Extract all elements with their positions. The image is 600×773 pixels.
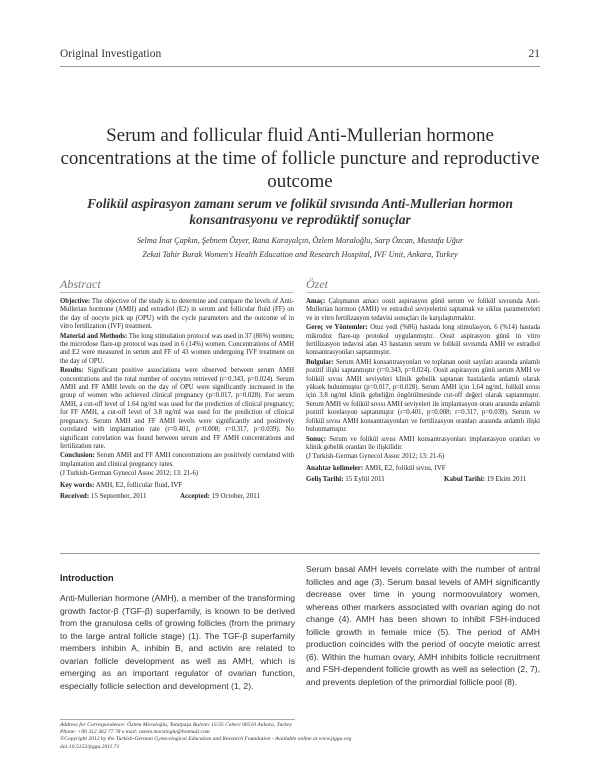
footer-doi: doi:10.5152/jtgga.2011.71 bbox=[60, 743, 120, 750]
anahtar-text: AMH, E2, folikül sıvısı, IVF bbox=[364, 463, 446, 472]
abstract-methods bbox=[60, 333, 294, 367]
introduction-right bbox=[306, 563, 540, 688]
correspondence-footer bbox=[60, 722, 352, 751]
footer-contact: Phone: +90 312 362 77 78 e.mail: ozlem.moraloglu@hotmail.com bbox=[60, 729, 210, 736]
ozet-body bbox=[306, 298, 540, 484]
methods-text: The long stimulation protocol was used in 37 (86%) women; the microdose flare-up protocol was used in 6 (14%) women. Concentrations of AMH and E2 were measured in serum and FF of 43 women undergoing IVF treatment on the day of OPU. bbox=[60, 332, 294, 365]
conclusion-label: Conclusion: bbox=[60, 452, 95, 460]
affiliation: Zekai Tahir Burak Women's Health Education and Research Hospital, IVF Unit, Ankara, Turkey bbox=[142, 250, 458, 259]
yontem-label: Gereç ve Yöntemler: bbox=[306, 324, 368, 332]
intro-left-text: Anti-Mullerian hormone (AMH), a member of the transforming growth factor-β (TGF-β) superfamily, is known to be derived from the granulosa cells of growing follicles (from the primary to the large antral follicle stage) (1). The TGF-β superfamily members inhibin A, inhibin B, and activin are related to ovarian follicle development as well as AMH, which is emerging as an important regulator of ovarian function, especially follicle selection and development (1, 2). bbox=[60, 593, 295, 691]
ozet-citation: (J Turkish-German Gynecol Assoc 2012; 13: 21-6) bbox=[306, 453, 445, 461]
sonuc-text: Serum ve folikül sıvısı AMH konsantrasyonları implantasyon oranları ve klinik gebelik oranları ile ilişkilidir. bbox=[306, 435, 540, 451]
article-subtitle: Folikül aspirasyon zamanı serum ve folikül sıvısında Anti-Mullerian hormon konsantrasyonu ve reprodüktif sonuçlar bbox=[87, 196, 513, 227]
accepted-label: Accepted: bbox=[180, 491, 210, 500]
keywords-text: AMH, E2, follicular fluid, IVF bbox=[95, 480, 183, 489]
abstract-results bbox=[60, 367, 294, 451]
received-label: Received: bbox=[60, 491, 90, 500]
amac-label: Amaç: bbox=[306, 298, 326, 305]
kabul-value: 19 Ekim 2011 bbox=[486, 475, 527, 484]
gelis-label: Geliş Tarihi: bbox=[306, 475, 344, 484]
results-text: Significant positive associations were observed between serum AMH concentrations and the total number of oocytes retrieved (r=0.343, p=0.024). Serum AMH and FF AMH levels on the day of OPU were significantly increased in the group of women who achieved clinical pregnancy (p=0.017, p=0.028). For serum AMH, a cut-off level of 1.64 ng/ml was used for the prediction of clinical pregnancy; for FF AMH, a cut-off level of 3.8 ng/ml was used for the prediction of clinical pregnancy. Serum AMH and FF AMH levels were significantly and positively correlated with implantation rate (r=0.401, p=0.008; r=0.317, p=0.039). No significant correlation was found between serum and FF AMH concentrations and fertilization rate. bbox=[60, 367, 295, 450]
abstract-dates bbox=[60, 492, 294, 501]
ozet-yontem bbox=[306, 324, 540, 358]
ozet-keywords bbox=[306, 464, 540, 472]
keywords-label: Key words: bbox=[60, 480, 95, 489]
sonuc-label: Sonuç: bbox=[306, 435, 327, 443]
introduction-left bbox=[60, 592, 295, 692]
ozet-dates bbox=[306, 475, 540, 484]
abstract-label: Abstract bbox=[60, 277, 101, 291]
anahtar-label: Anahtar kelimeler: bbox=[306, 463, 364, 472]
article-title: Serum and follicular fluid Anti-Mullerian hormone concentrations at the time of follicle puncture and reproductive outcome bbox=[60, 125, 540, 192]
header-rule bbox=[60, 66, 540, 67]
footer-address: Address for Correspondence: Özlem Moraloğlu, Talatpaşa Bulvarı 15/35 Cebeci 06510 Ankara, Turkey bbox=[60, 722, 292, 728]
running-header bbox=[60, 48, 540, 62]
conclusion-text: Serum AMH and FF AMH concentrations are positively correlated with implantation and clinical pregnancy rates. bbox=[60, 452, 295, 468]
accepted-value: 19 October, 2011 bbox=[211, 491, 260, 500]
bulgular-label: Bulgular: bbox=[306, 358, 334, 366]
abstract-objective bbox=[60, 298, 294, 332]
author-list: Selma İnat Çapkın, Şebnem Özyer, Rana Karayalçın, Özlem Moraloğlu, Sarp Özcan, Mustafa Uğur bbox=[136, 236, 464, 245]
accepted-date bbox=[180, 492, 260, 500]
intro-right-text: Serum basal AMH levels correlate with the number of antral follicles and age (3). Serum basal levels of AMH significantly decrease over time in young normoovulatory women, whereas other markers associated with ovarian aging do not change (4). AMH has been shown to inhibit FSH-induced follicle growth in female mice (5). The period of AMH production coincides with the period of oocyte meiotic arrest (6). Within the human ovary, AMH inhibits follicle recruitment and FSH-dependent follicle growth as well as selection (2, 7), and prevents depletion of the primordial follicle pool (8). bbox=[306, 564, 540, 687]
kabul-date bbox=[444, 475, 526, 483]
gelis-value: 15 Eylül 2011 bbox=[345, 475, 385, 484]
gelis-date bbox=[306, 475, 385, 483]
bulgular-text: Serum AMH konsantrasyonları ve toplanan oosit sayıları arasında anlamlı pozitif ilişki saptanmıştır (r=0.343, p=0.024). Oosit aspirasyon günü serum AMH ve folikül sıvısı AMH seviyeleri klinik gebelik saptanan hastalarda anlamlı olarak yüksek bulunmuştur (p=0.017, p=0.028). Serum AMH için 1.64 ng/ml, folikül sıvısı için 3.8 ng/ml klinik gebeliğin öngörülmesinde cut-off değeri olarak saptanmıştır. Serum AMH ve folikül sıvısı AMH seviyeleri ile implantasyon oranı arasında anlamlı pozitif korelasyon saptanmıştır (r=0.401, p=0.008; r=0.317, p=0.039). Serum ve folikül sıvısı AMH konsantrasyonları ve fertilizasyon oranları arasında anlamlı ilişki bulunmamıştır. bbox=[306, 358, 540, 434]
yontem-text: Otuz yedi (%86) hastada long stimulasyon, 6 (%14) hastada mikrodoz flare-up protokol uygulanmıştır. Oosit aspirasyon günü in vitro fertilizasyon tedavisi alan 43 hastanın serum ve folikül sıvısında AMH ve estradiol konsantrasyonları saptanmıştır. bbox=[306, 324, 541, 357]
abstract-body bbox=[60, 298, 294, 501]
page-number: 21 bbox=[528, 48, 540, 60]
abstract-conclusion bbox=[60, 452, 294, 469]
received-date bbox=[60, 492, 147, 500]
ozet-label: Özet bbox=[306, 277, 328, 291]
received-value: 15 September, 2011 bbox=[90, 491, 147, 500]
ozet-amac bbox=[306, 298, 540, 323]
ozet-rule bbox=[306, 292, 540, 293]
ozet-sonuc bbox=[306, 436, 540, 453]
objective-text: The objective of the study is to determine and compare the levels of Anti-Mullerian hormone (AMH) and estradiol (E2) in serum and follicular fluid (FF) on the day of oocyte pick up (OPU) with the cycle parameters and the outcome of in vitro fertilization (IVF) treatment. bbox=[60, 298, 294, 331]
methods-label: Material and Methods: bbox=[60, 332, 128, 340]
amac-text: Çalışmanın amacı oosit aspirasyon günü serum ve folikül sıvısında Anti-Mullerian hormon (AMH) ve estradiol seviyelerini saptamak ve siklus parametreleri ve in vitro fertilizasyon tedavisi sonuçları ile karşılaştırmaktır. bbox=[306, 298, 541, 322]
abstract-keywords bbox=[60, 481, 294, 489]
footnote-rule bbox=[60, 719, 295, 720]
body-rule bbox=[60, 553, 540, 554]
introduction-heading: Introduction bbox=[60, 573, 114, 583]
kabul-label: Kabul Tarihi: bbox=[444, 475, 486, 484]
section-label: Original Investigation bbox=[60, 48, 162, 60]
objective-label: Objective: bbox=[60, 298, 91, 305]
ozet-bulgular bbox=[306, 359, 540, 435]
results-label: Results: bbox=[60, 367, 84, 375]
footer-copyright: ©Copyright 2012 by the Turkish-German Gynecological Education and Research Foundation - Available online at www.jtgga.org bbox=[60, 736, 352, 743]
abstract-rule bbox=[60, 292, 294, 293]
abstract-citation: (J Turkish-German Gynecol Assoc 2012; 13: 21-6) bbox=[60, 470, 199, 478]
